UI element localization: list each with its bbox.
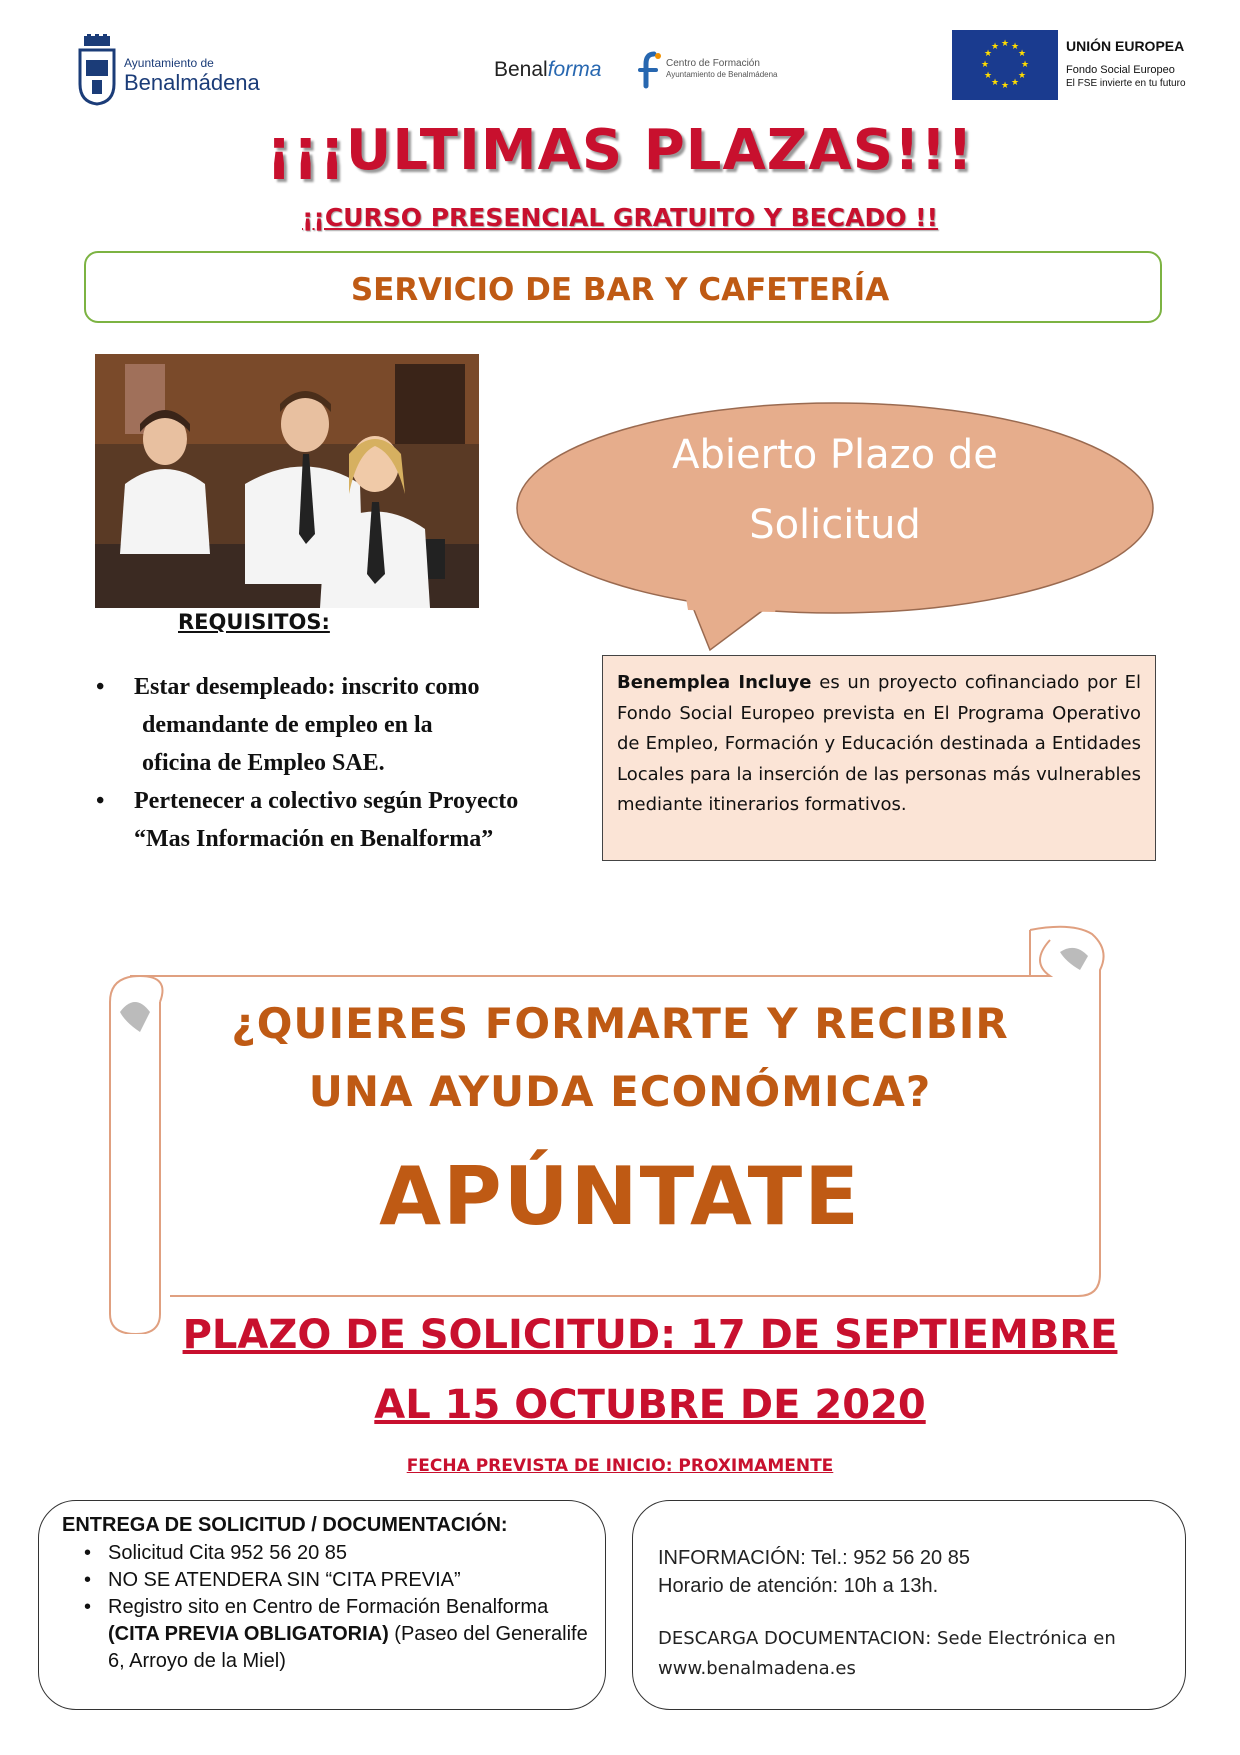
- apuntate-cta: APÚNTATE: [379, 1150, 861, 1243]
- info-phone: INFORMACIÓN: Tel.: 952 56 20 85: [658, 1547, 970, 1569]
- download-text: DESCARGA DOCUMENTACION: Sede Electrónica en: [658, 1628, 1116, 1649]
- question-line-1: ¿QUIERES FORMARTE Y RECIBIR: [231, 999, 1009, 1048]
- svg-text:★: ★: [1017, 49, 1027, 59]
- start-date-note: FECHA PREVISTA DE INICIO: PROXIMAMENTE: [406, 1456, 834, 1476]
- svg-text:★: ★: [980, 60, 990, 70]
- page-subtitle: ¡¡CURSO PRESENCIAL GRATUITO Y BECADO !!: [302, 203, 938, 232]
- benalforma-word-a: Benal: [494, 58, 548, 81]
- list-item: [84, 1594, 604, 1675]
- requirement-1-line-1: • Estar desempleado: inscrito como: [134, 674, 480, 700]
- svg-text:★: ★: [1017, 71, 1027, 81]
- page-title: ¡¡¡ULTIMAS PLAZAS!!!: [266, 118, 974, 183]
- delivery-item-3-c: (Paseo del Generalife 6, Arroyo de la Miel): [108, 1623, 588, 1672]
- delivery-list: [84, 1540, 604, 1675]
- benalforma-wordmark: [494, 58, 601, 82]
- bar-staff-photo: [95, 354, 479, 608]
- bubble-line-2: Solicitud: [749, 502, 921, 548]
- eu-fund-name: Fondo Social Europeo: [1066, 64, 1175, 76]
- eu-slogan: El FSE invierte en tu futuro: [1066, 78, 1186, 89]
- list-item: • NO SE ATENDERA SIN “CITA PREVIA”: [84, 1567, 604, 1594]
- requirements-list: [96, 668, 606, 858]
- municipality-name: Benalmádena: [124, 70, 260, 95]
- coat-of-arms-icon: [78, 34, 116, 106]
- course-name: SERVICIO DE BAR Y CAFETERÍA: [350, 272, 890, 308]
- requirement-2-line-1: • Pertenecer a colectivo según Proyecto: [134, 788, 519, 814]
- application-period: [150, 1300, 1150, 1440]
- eu-flag-icon: [952, 30, 1058, 100]
- benalforma-subtitle-1: Centro de Formación: [666, 58, 760, 69]
- benalforma-logo: [494, 54, 784, 98]
- application-period-line-2: AL 15 OCTUBRE DE 2020: [374, 1382, 926, 1428]
- info-hours: Horario de atención: 10h a 13h.: [658, 1575, 939, 1597]
- benemplea-text: es un proyecto cofinanciado por El Fondo Social Europeo prevista en El Programa Operativo de Empleo, Formación y Educación destinada a Entidades Locales para la inserción de las personas más vulnerables mediante itinerarios formativos.: [617, 672, 1141, 815]
- benalforma-subtitle-2: Ayuntamiento de Benalmádena: [666, 70, 778, 79]
- benalforma-f-icon: [636, 50, 664, 90]
- svg-text:★: ★: [1000, 81, 1010, 91]
- requirement-2-line-2: “Mas Información en Benalforma”: [134, 826, 494, 852]
- delivery-item-3-b: (CITA PREVIA OBLIGATORIA): [108, 1623, 389, 1645]
- question-text: [150, 990, 1090, 1126]
- benemplea-info-box: [602, 655, 1156, 861]
- bubble-line-1: Abierto Plazo de: [672, 432, 998, 478]
- svg-text:★: ★: [983, 71, 993, 81]
- scroll-banner: [100, 922, 1160, 1334]
- list-item: • Solicitud Cita 952 56 20 85: [84, 1540, 604, 1567]
- application-period-line-1: PLAZO DE SOLICITUD: 17 DE SEPTIEMBRE: [182, 1312, 1118, 1358]
- requirements-title: REQUISITOS:: [178, 610, 330, 634]
- ayuntamiento-label: Ayuntamiento de: [124, 56, 214, 70]
- list-item: [96, 782, 606, 858]
- website-link[interactable]: www.benalmadena.es: [658, 1658, 856, 1679]
- svg-text:★: ★: [1000, 39, 1010, 49]
- info-download: [658, 1624, 1158, 1684]
- delivery-item-3-a: Registro sito en Centro de Formación Benalforma: [108, 1596, 549, 1618]
- svg-text:★: ★: [1010, 78, 1020, 88]
- benemplea-lead: Benemplea Incluye: [617, 672, 812, 693]
- svg-text:★: ★: [983, 49, 993, 59]
- benalforma-word-b: forma: [547, 58, 602, 81]
- svg-text:★: ★: [990, 42, 1000, 52]
- requirement-1-line-3: oficina de Empleo SAE.: [142, 750, 385, 776]
- bubble-text: [580, 420, 1090, 560]
- ayuntamiento-logo: [78, 34, 258, 106]
- svg-text:★: ★: [1010, 42, 1020, 52]
- list-item: [96, 668, 606, 782]
- eu-title: UNIÓN EUROPEA: [1066, 38, 1185, 54]
- svg-text:★: ★: [990, 78, 1000, 88]
- delivery-title: ENTREGA DE SOLICITUD / DOCUMENTACIÓN:: [62, 1514, 508, 1536]
- info-contact: [658, 1544, 970, 1600]
- svg-text:★: ★: [1020, 60, 1030, 70]
- requirement-1-line-2: demandante de empleo en la: [142, 712, 433, 738]
- question-line-2: UNA AYUDA ECONÓMICA?: [308, 1067, 932, 1116]
